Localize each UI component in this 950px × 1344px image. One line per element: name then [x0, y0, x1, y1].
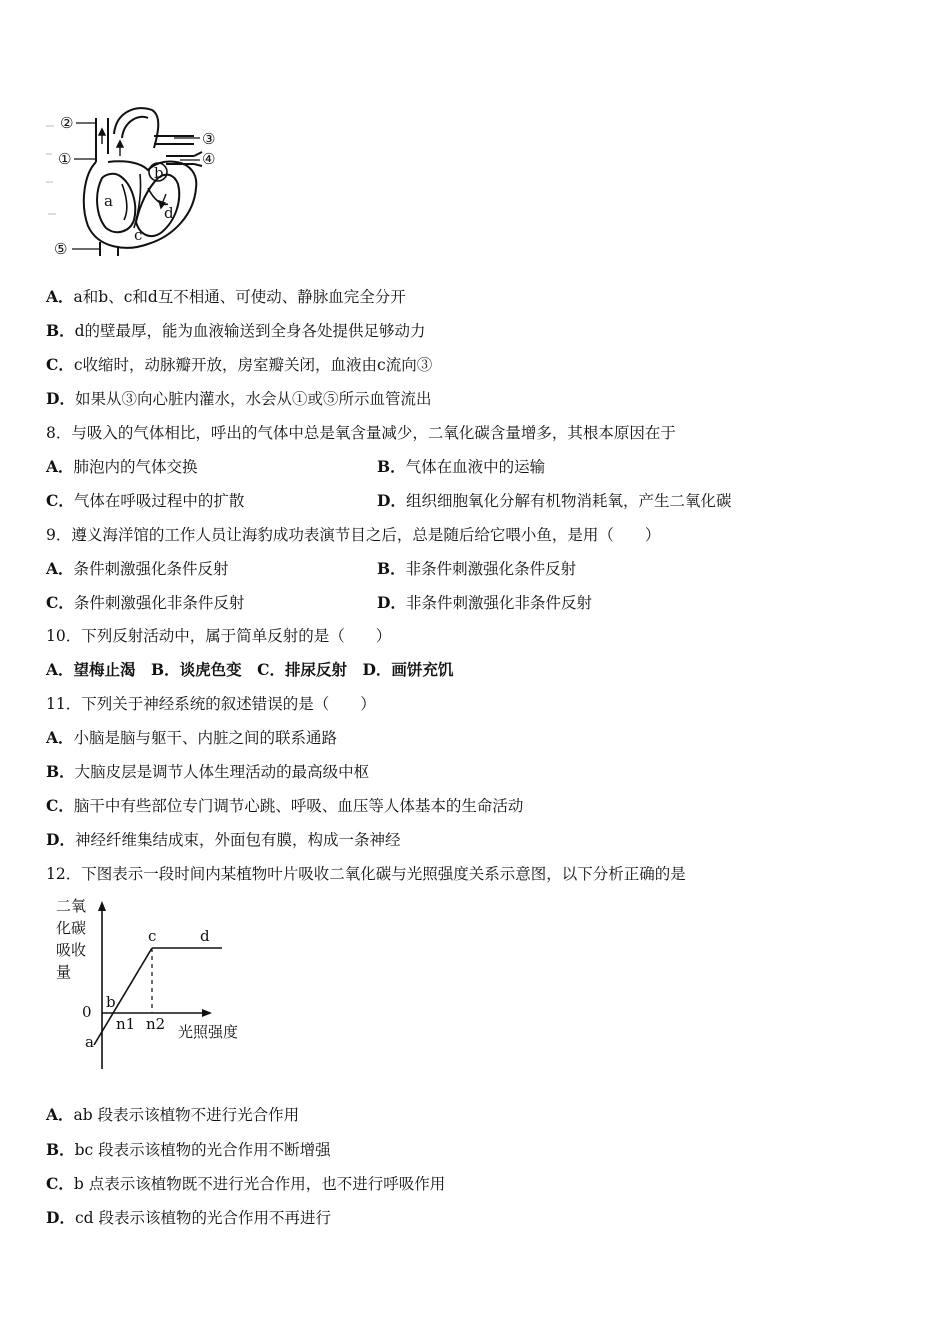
q8-option-a: A．肺泡内的气体交换	[46, 457, 198, 476]
heart-label-4: ④	[202, 150, 216, 168]
q12-option-a: A．ab 段表示该植物不进行光合作用	[46, 1105, 300, 1124]
heart-label-2: ②	[60, 114, 74, 132]
graph-x-label: 光照强度	[178, 1023, 239, 1041]
graph-origin-label: 0	[82, 1003, 92, 1021]
q10-stem: 10．下列反射活动中，属于简单反射的是（ ）	[46, 627, 392, 645]
q8-option-c: C．气体在呼吸过程中的扩散	[46, 491, 245, 510]
q10-options: A．望梅止渴 B．谈虎色变 C．排尿反射 D．画饼充饥	[46, 660, 454, 679]
heart-diagram	[44, 104, 224, 260]
q7-option-d: D．如果从③向心脏内灌水，水会从①或⑤所示血管流出	[46, 389, 432, 408]
graph-tick-n1: n1	[116, 1015, 136, 1033]
q12-stem: 12．下图表示一段时间内某植物叶片吸收二氧化碳与光照强度关系示意图，以下分析正确的是	[46, 865, 686, 883]
heart-label-3: ③	[202, 130, 216, 148]
co2-light-graph	[54, 895, 254, 1070]
graph-y-label-3: 吸收	[56, 941, 87, 959]
heart-chamber-b: b	[154, 164, 164, 182]
graph-y-label-1: 二氧	[56, 897, 87, 915]
q9-option-c: C．条件刺激强化非条件反射	[46, 593, 245, 612]
q11-option-d: D．神经纤维集结成束，外面包有膜，构成一条神经	[46, 830, 401, 849]
q8-option-d: D．组织细胞氧化分解有机物消耗氧，产生二氧化碳	[377, 491, 732, 510]
q11-option-a: A．小脑是脑与躯干、内脏之间的联系通路	[46, 728, 338, 747]
q9-option-d: D．非条件刺激强化非条件反射	[377, 593, 592, 612]
q7-option-c: C．c收缩时，动脉瓣开放，房室瓣关闭，血液由c流向③	[46, 355, 433, 374]
q12-option-d: D．cd 段表示该植物的光合作用不再进行	[46, 1208, 331, 1227]
graph-point-d: d	[200, 927, 210, 945]
q9-option-b: B．非条件刺激强化条件反射	[377, 559, 577, 578]
q7-option-a: A．a和b、c和d互不相通、可使动、静脉血完全分开	[46, 287, 406, 306]
heart-chamber-a: a	[104, 192, 113, 210]
q11-option-c: C．脑干中有些部位专门调节心跳、呼吸、血压等人体基本的生命活动	[46, 796, 524, 815]
q11-stem: 11．下列关于神经系统的叙述错误的是（ ）	[46, 695, 376, 713]
q12-option-c: C．b 点表示该植物既不进行光合作用，也不进行呼吸作用	[46, 1174, 446, 1193]
graph-tick-n2: n2	[146, 1015, 166, 1033]
q11-option-b: B．大脑皮层是调节人体生理活动的最高级中枢	[46, 762, 370, 781]
graph-point-a: a	[85, 1033, 94, 1051]
q12-option-b: B．bc 段表示该植物的光合作用不断增强	[46, 1140, 331, 1159]
q9-option-a: A．条件刺激强化条件反射	[46, 559, 229, 578]
graph-y-label-4: 量	[56, 963, 72, 981]
heart-label-1: ①	[58, 150, 72, 168]
graph-point-c: c	[148, 927, 157, 945]
q8-stem: 8．与吸入的气体相比，呼出的气体中总是氧含量减少，二氧化碳含量增多，其根本原因在于	[46, 424, 676, 442]
graph-point-b: b	[106, 993, 116, 1011]
graph-y-label-2: 化碳	[56, 919, 87, 937]
heart-label-5: ⑤	[54, 240, 68, 258]
q9-stem: 9．遵义海洋馆的工作人员让海豹成功表演节目之后，总是随后给它喂小鱼，是用（ ）	[46, 526, 661, 544]
q8-option-b: B．气体在血液中的运输	[377, 457, 546, 476]
q7-option-b: B．d的壁最厚，能为血液输送到全身各处提供足够动力	[46, 321, 426, 340]
heart-chamber-c: c	[134, 226, 143, 244]
heart-chamber-d: d	[164, 204, 174, 222]
